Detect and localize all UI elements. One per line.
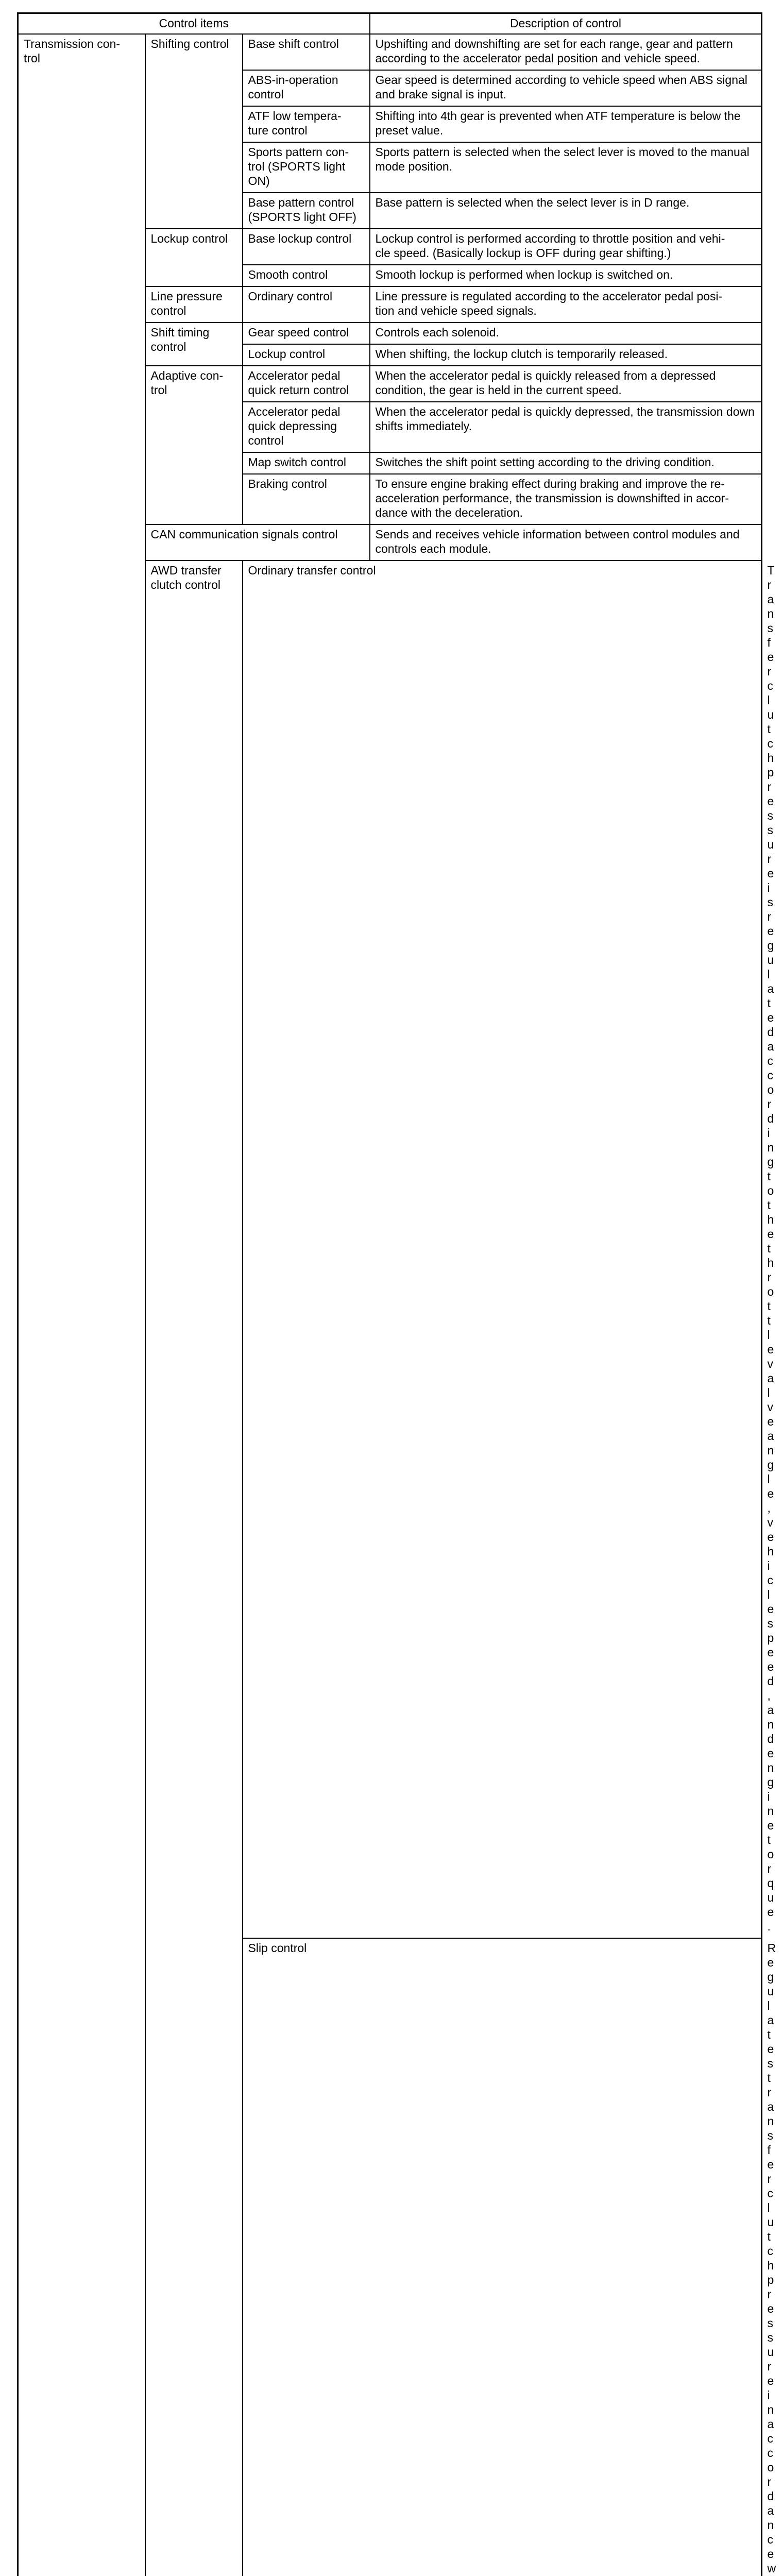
table-row: Slip control Regulates transfer clutch pressure in accordance w [18, 1938, 762, 2576]
header-control-items: Control items [18, 13, 370, 35]
item-cell: Map switch control [243, 452, 370, 474]
description-cell: Line pressure is regulated according to the accelerator pedal posi- tion and vehicle speed signals. [370, 286, 762, 323]
group-shifting-control: Shifting control [145, 34, 243, 229]
table-header-row [18, 13, 762, 35]
category-transmission-control: Transmission con- trol [18, 34, 145, 2576]
description-cell: Switches the shift point setting according to the driving condition. [370, 452, 762, 474]
item-cell: Base shift control [243, 34, 370, 70]
item-cell: Sports pattern con- trol (SPORTS light ON) [243, 142, 370, 193]
item-cell: Lockup control [243, 344, 370, 366]
item-cell: Accelerator pedal quick return control [243, 366, 370, 402]
description-cell: Smooth lockup is performed when lockup is switched on. [370, 265, 762, 286]
item-cell: ATF low tempera- ture control [243, 106, 370, 142]
header-description: Description of control [370, 13, 762, 35]
control-table [17, 12, 776, 2576]
description-cell: To ensure engine braking effect during braking and improve the re- acceleration performance, the transmission is downshifted in accor- dance with the deceleration. [370, 474, 762, 524]
description-cell: When the accelerator pedal is quickly released from a depressed condition, the gear is held in the current speed. [370, 366, 762, 402]
description-cell: Sends and receives vehicle information between control modules and controls each module. [370, 524, 762, 561]
description-cell: Lockup control is performed according to throttle position and vehi- cle speed. (Basically lockup is OFF during gear shifting.) [370, 229, 762, 265]
category-awd-transfer-clutch-control: AWD transfer clutch control [145, 561, 243, 2576]
item-cell: Smooth control [243, 265, 370, 286]
item-cell: Ordinary control [243, 286, 370, 323]
item-cell: Ordinary transfer control [243, 561, 762, 1938]
item-cell: Base pattern control (SPORTS light OFF) [243, 193, 370, 229]
item-cell: Accelerator pedal quick depressing control [243, 402, 370, 452]
description-cell: Base pattern is selected when the select lever is in D range. [370, 193, 762, 229]
item-cell: Gear speed control [243, 323, 370, 344]
group-lockup-control: Lockup control [145, 229, 243, 286]
item-cell: Base lockup control [243, 229, 370, 265]
item-cell: Slip control [243, 1938, 762, 2576]
description-cell: Controls each solenoid. [370, 323, 762, 344]
description-cell: Gear speed is determined according to vehicle speed when ABS signal and brake signal is input. [370, 70, 762, 106]
item-cell: CAN communication signals control [145, 524, 370, 561]
group-adaptive-control: Adaptive con- trol [145, 366, 243, 524]
description-cell: When the accelerator pedal is quickly depressed, the transmission down shifts immediately. [370, 402, 762, 452]
description-cell: Shifting into 4th gear is prevented when ATF temperature is below the preset value. [370, 106, 762, 142]
item-cell: ABS-in-operation control [243, 70, 370, 106]
description-cell: Upshifting and downshifting are set for each range, gear and pattern according to the accelerator pedal position and vehicle speed. [370, 34, 762, 70]
group-shift-timing-control: Shift timing control [145, 323, 243, 366]
description-cell: Sports pattern is selected when the select lever is moved to the manual mode position. [370, 142, 762, 193]
group-line-pressure-control: Line pressure control [145, 286, 243, 323]
item-cell: Braking control [243, 474, 370, 524]
table-row [18, 34, 762, 70]
table-row: AWD transfer clutch control Ordinary transfer control Transfer clutch pressure is regulated according to the throttle valve angle, vehicle speed, and engine torque. [18, 561, 762, 1938]
description-cell: When shifting, the lockup clutch is temporarily released. [370, 344, 762, 366]
